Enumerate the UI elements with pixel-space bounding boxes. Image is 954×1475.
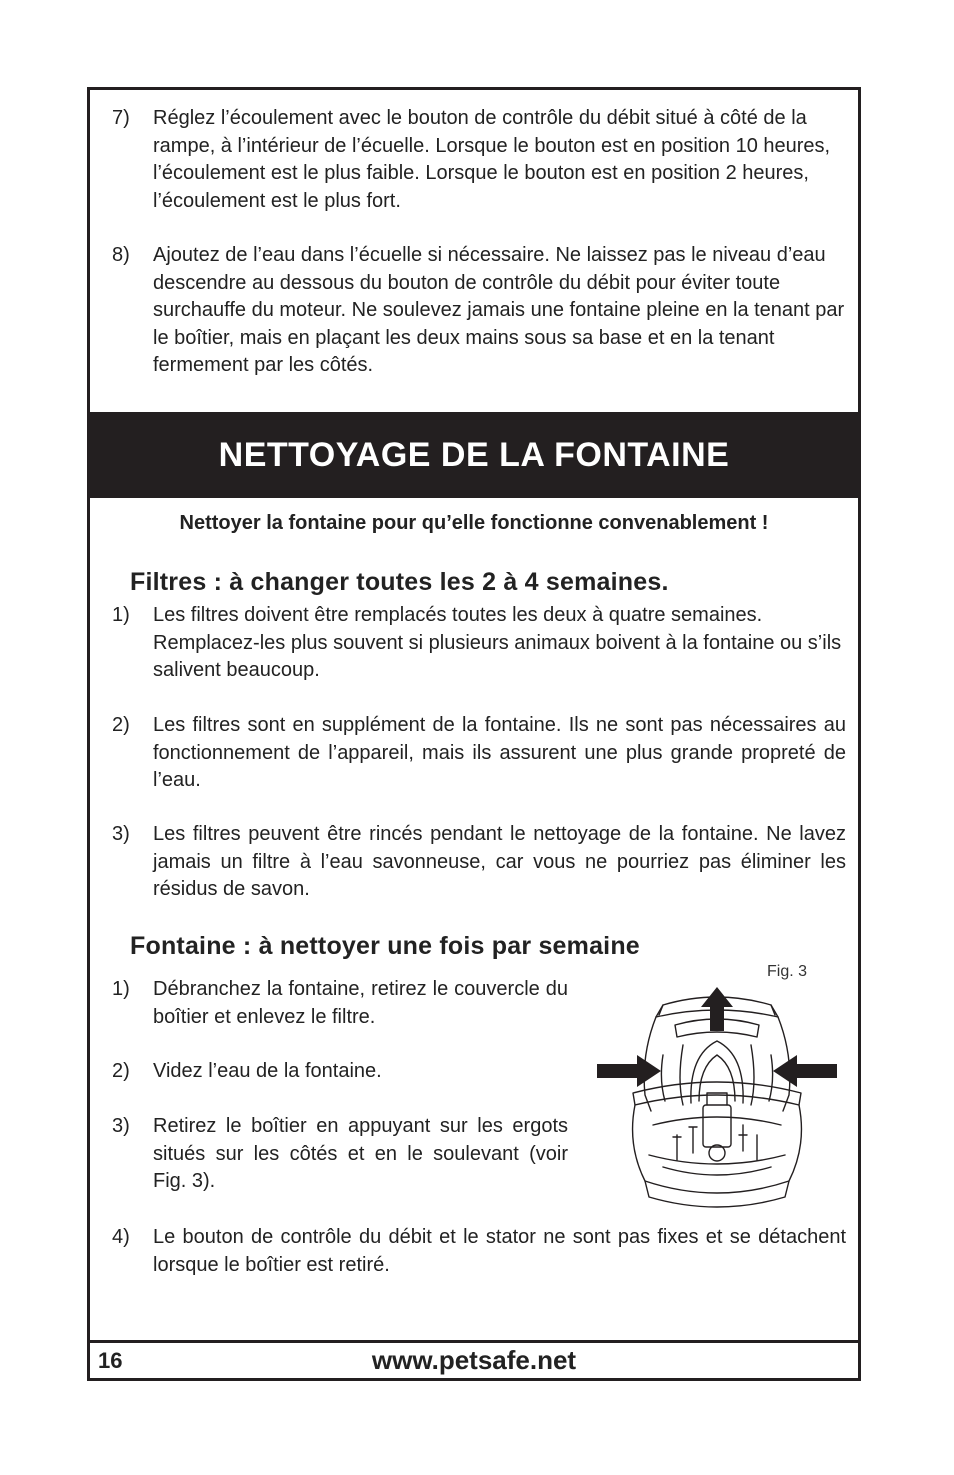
- list-item: [112, 602, 846, 685]
- item-text: Les filtres doivent être remplacés toutes les deux à quatre semaines. Remplacez-les plus souvent si plusieurs animaux boivent à la fontaine ou s’ils salivent beaucoup.: [153, 604, 842, 681]
- fountain-heading: Fontaine : à nettoyer une fois par semaine: [130, 932, 640, 960]
- item-number: 1): [112, 978, 130, 1000]
- footer: [90, 1340, 858, 1378]
- item-number: 1): [112, 604, 130, 626]
- list-item: [112, 242, 846, 380]
- list-item: [112, 105, 846, 215]
- item-number: 7): [112, 107, 130, 129]
- item-text: Réglez l’écoulement avec le bouton de contrôle du débit situé à côté de la rampe, à l’intérieur de l’écuelle. Lorsque le bouton est en position 10 heures, l’écoulement est le plus faible. Lorsque le bouton est en position 2 heures, l’écoulement est le plus fort.: [153, 107, 831, 212]
- item-text: Retirez le boîtier en appuyant sur les ergots situés sur les côtés et en le soulevant (voir Fig. 3).: [153, 1115, 568, 1192]
- list-item: [112, 1224, 846, 1279]
- item-number: 4): [112, 1226, 130, 1248]
- list-item: [112, 712, 846, 795]
- section-title-band: [90, 412, 858, 498]
- item-text: Les filtres sont en supplément de la fontaine. Ils ne sont pas nécessaires au fonctionnement de l’appareil, mais ils assurent une plus grande propreté de l’eau.: [153, 714, 846, 791]
- item-number: 3): [112, 823, 130, 845]
- list-item: [112, 976, 568, 1031]
- fountain-illustration: [593, 985, 841, 1215]
- list-item: [112, 1058, 568, 1086]
- website-url: www.petsafe.net: [371, 1345, 577, 1375]
- item-text: Les filtres peuvent être rincés pendant le nettoyage de la fontaine. Ne lavez jamais un filtre à l’eau savonneuse, car vous ne pourriez pas éliminer les résidus de savon.: [153, 823, 846, 900]
- list-item: [112, 821, 846, 904]
- page-frame: [87, 87, 861, 1381]
- section-title: NETTOYAGE DE LA FONTAINE: [218, 435, 730, 474]
- item-number: 2): [112, 1060, 130, 1082]
- item-text: Videz l’eau de la fontaine.: [153, 1060, 382, 1082]
- item-number: 3): [112, 1115, 130, 1137]
- item-text: Ajoutez de l’eau dans l’écuelle si nécessaire. Ne laissez pas le niveau d’eau descendre au dessous du bouton de contrôle du débit pour éviter toute surchauffe du moteur. Ne soulevez jamais une fontaine pleine en la tenant par le boîtier, mais en plaçant les deux mains sous sa base et en la tenant fermement par les côtés.: [153, 244, 845, 376]
- item-text: Débranchez la fontaine, retirez le couvercle du boîtier et enlevez le filtre.: [153, 978, 568, 1028]
- figure-label: Fig. 3: [767, 963, 808, 980]
- list-item: [112, 1113, 568, 1196]
- intro-text: Nettoyer la fontaine pour qu’elle fonctionne convenablement !: [179, 512, 769, 534]
- item-number: 2): [112, 714, 130, 736]
- item-number: 8): [112, 244, 130, 266]
- page-number: 16: [98, 1348, 123, 1373]
- item-text: Le bouton de contrôle du débit et le stator ne sont pas fixes et se détachent lorsque le boîtier est retiré.: [153, 1226, 846, 1276]
- filters-heading: Filtres : à changer toutes les 2 à 4 semaines.: [130, 568, 669, 596]
